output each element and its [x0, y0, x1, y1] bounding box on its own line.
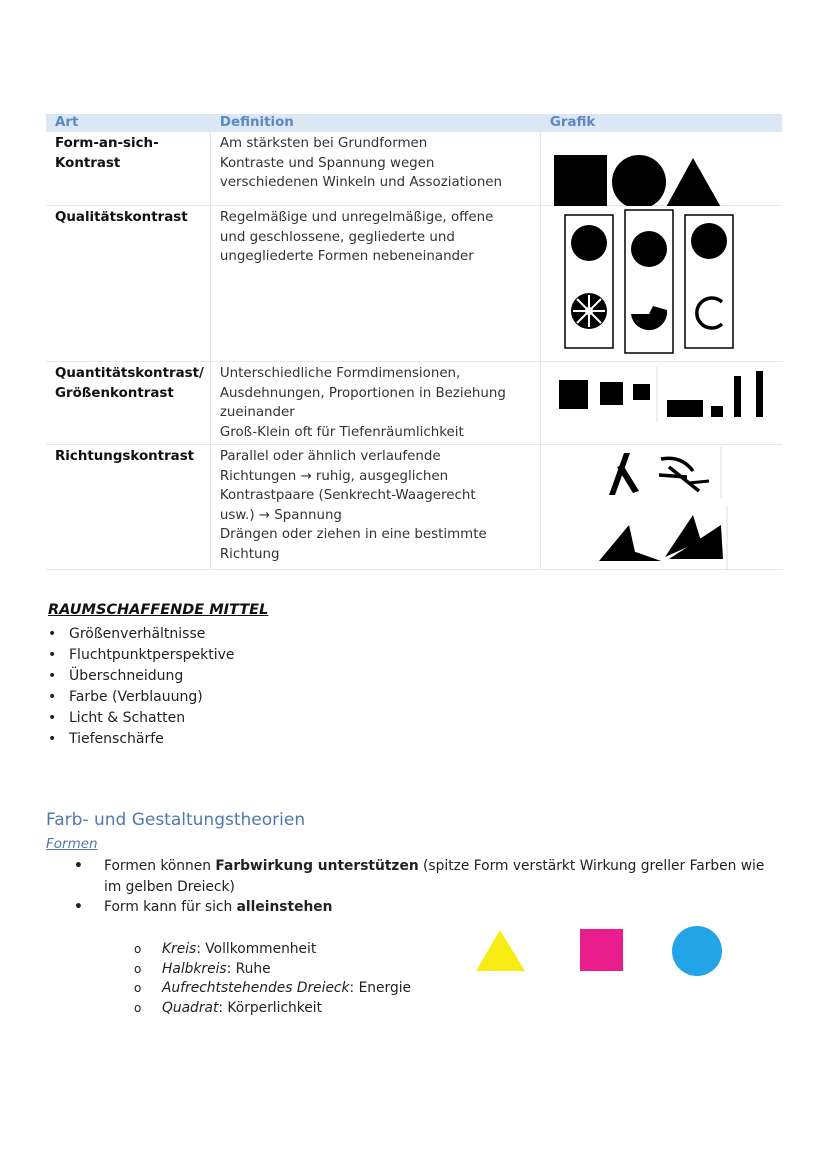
row-definition — [210, 362, 540, 445]
bullet-bold: Farbwirkung unterstützen — [215, 858, 419, 874]
definition-line: verschiedenen Winkeln und Assoziationen — [219, 175, 503, 190]
shape-name: Quadrat — [162, 999, 219, 1016]
form-an-sich-graphic — [541, 132, 781, 206]
circle-shape — [691, 223, 727, 259]
bullet-bold: alleinstehen — [236, 899, 333, 915]
row-grafik — [540, 445, 782, 570]
square-small — [633, 384, 650, 400]
definition-line: Kontrastpaare (Senkrecht-Waagerecht — [219, 488, 476, 503]
list-item — [74, 856, 774, 897]
bar-small — [711, 406, 723, 417]
list-item: • Farbe (Verblauung) — [48, 687, 235, 708]
row-definition — [210, 445, 540, 570]
definition-line: usw.) → Spannung — [219, 507, 342, 523]
shape-meaning: Energie — [358, 980, 412, 996]
cyan-circle — [672, 926, 722, 976]
short-stroke — [689, 481, 709, 483]
qualitaet-graphic — [541, 206, 781, 362]
list-item — [74, 897, 774, 918]
definition-line: Kontraste und Spannung wegen — [219, 155, 435, 171]
row-art — [46, 132, 210, 206]
list-item: o Kreis: Vollkommenheit — [134, 940, 411, 960]
list-item: o Aufrechtstehendes Dreieck: Energie — [134, 979, 411, 999]
shape-meaning-list — [134, 940, 411, 1018]
quantitaet-graphic — [541, 362, 781, 441]
shape-name: Aufrechtstehendes Dreieck — [162, 980, 350, 996]
art-line: Größenkontrast — [55, 385, 174, 401]
definition-line: zueinander — [219, 405, 295, 420]
definition-line: und geschlossene, gegliederte und — [219, 229, 455, 245]
circle-shape — [612, 155, 666, 206]
art-line: Richtungskontrast — [55, 449, 195, 464]
list-item: • Licht & Schatten — [48, 708, 235, 729]
bullet-text: (spitze Form verstärkt Wirkung greller Farben wie im gelben Dreieck) — [104, 858, 765, 895]
row-art — [46, 445, 210, 570]
definition-line: Richtungen → ruhig, ausgeglichen — [219, 468, 449, 484]
bar-wide — [667, 400, 703, 417]
row-art — [46, 362, 210, 445]
yellow-triangle — [476, 930, 525, 971]
square-medium — [600, 382, 623, 405]
circle-shape — [571, 225, 607, 261]
definition-line: Ausdehnungen, Proportionen in Beziehung — [219, 385, 506, 401]
table-header-row — [46, 114, 782, 132]
definition-line: Am stärksten bei Grundformen — [219, 136, 428, 151]
shape-meaning: Ruhe — [235, 960, 271, 977]
definition-line: Groß-Klein oft für Tiefenräumlichkeit — [219, 424, 464, 440]
art-line: Kontrast — [55, 155, 121, 171]
list-item: • Größenverhältnisse — [48, 624, 235, 645]
raumschaffende-heading: RAUMSCHAFFENDE MITTEL — [48, 602, 269, 618]
definition-line: Drängen oder ziehen in eine bestimmte — [219, 527, 487, 542]
definition-line: Regelmäßige und unregelmäßige, offene — [219, 210, 494, 225]
row-art — [46, 206, 210, 362]
shape-name: Halbkreis — [162, 960, 227, 977]
definition-line: ungegliederte Formen nebeneinander — [219, 249, 474, 264]
triangle-shape — [665, 158, 722, 206]
art-line: Qualitätskontrast — [55, 210, 188, 225]
art-line: Quantitätskontrast/ — [55, 366, 204, 381]
raumschaffende-list — [48, 624, 235, 750]
color-shapes — [470, 920, 740, 990]
table-row — [46, 206, 782, 362]
pacman-shape — [631, 306, 667, 330]
definition-line: Richtung — [219, 546, 280, 562]
definition-line: Unterschiedliche Formdimensionen, — [219, 366, 461, 381]
row-grafik — [540, 206, 782, 362]
table-row — [46, 132, 782, 206]
header-grafik: Grafik — [540, 114, 782, 132]
square-shape — [554, 155, 607, 206]
diagonal-stroke — [669, 467, 699, 491]
list-item: • Überschneidung — [48, 666, 235, 687]
circle-shape — [631, 231, 667, 267]
theorien-heading: Farb- und Gestaltungstheorien — [46, 810, 306, 830]
shape-name: Kreis — [162, 941, 197, 957]
list-item: • Fluchtpunktperspektive — [48, 645, 235, 666]
row-definition — [210, 132, 540, 206]
list-item: o Halbkreis: Ruhe — [134, 960, 411, 980]
definition-line: Parallel oder ähnlich verlaufende — [219, 449, 441, 464]
row-grafik — [540, 132, 782, 206]
formen-list — [74, 856, 774, 918]
magenta-square — [580, 929, 623, 971]
bar-tall-2 — [756, 371, 763, 417]
formen-subheading: Formen — [46, 836, 98, 852]
list-item: o Quadrat: Körperlichkeit — [134, 999, 411, 1019]
header-art: Art — [46, 114, 210, 132]
art-line: Form-an-sich- — [55, 136, 159, 151]
bullet-text: Form kann für sich — [104, 899, 237, 915]
shape-meaning: Vollkommenheit — [205, 941, 317, 957]
c-shape — [697, 298, 722, 328]
header-definition: Definition — [210, 114, 540, 132]
kontrast-table — [46, 114, 782, 570]
row-definition — [210, 206, 540, 362]
square-large — [559, 380, 588, 409]
table-row — [46, 362, 782, 445]
bullet-text: Formen können — [104, 858, 216, 874]
shape-meaning: Körperlichkeit — [227, 999, 323, 1016]
row-grafik — [540, 362, 782, 445]
richtung-graphic — [541, 445, 781, 570]
list-item: • Tiefenschärfe — [48, 729, 235, 750]
arc-stroke — [661, 458, 693, 471]
table-row — [46, 445, 782, 570]
bar-tall-1 — [734, 376, 741, 417]
